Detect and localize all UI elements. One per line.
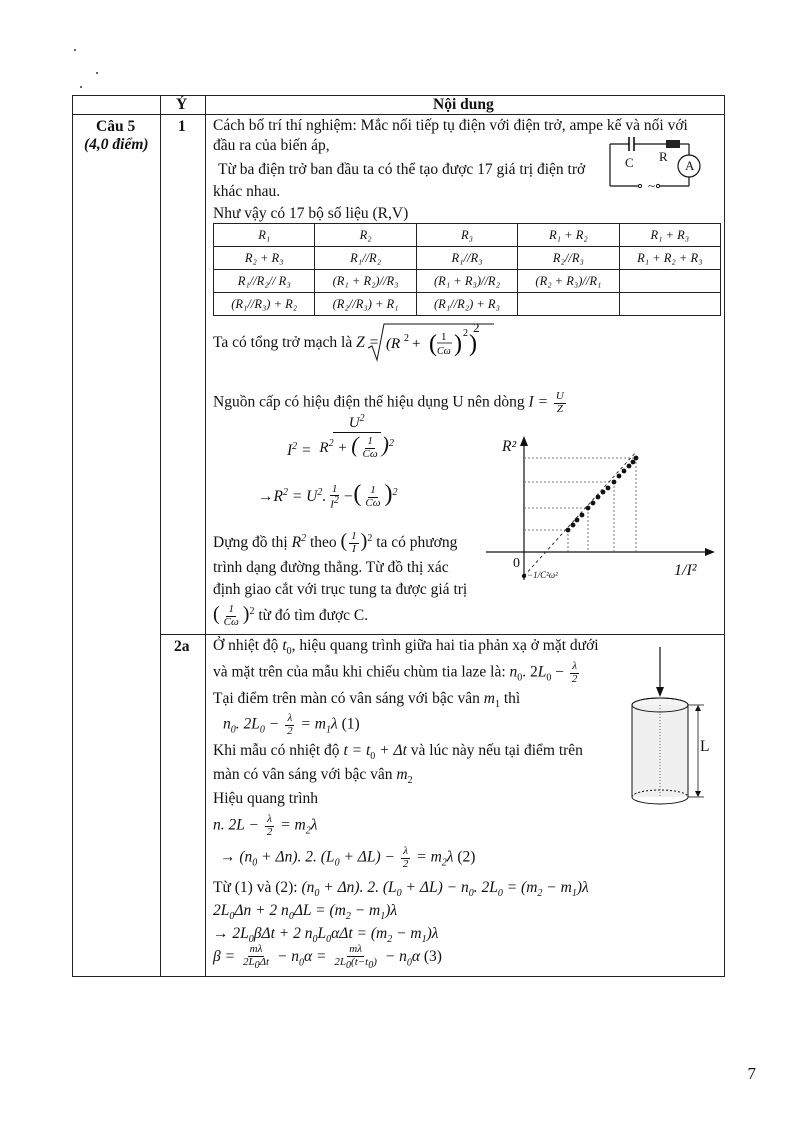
part2a-equation-2: → $(n_0 + \Delta n)$. 2. $(L_0 + \Delta L)$ − $\frac{\lambda}{2}$ = $m_2\lambda$ (2) (220, 845, 476, 870)
table-cell: R₁ (214, 224, 315, 247)
table-row-divider (160, 634, 725, 635)
table-row (214, 247, 721, 270)
cylinder-height-label: L (700, 738, 710, 755)
svg-text:): ) (454, 331, 462, 357)
svg-text:(: ( (429, 331, 437, 357)
table-cell: R₂//R₃ (518, 247, 619, 270)
table-cell: (R₁ + R₂)//R₃ (315, 270, 416, 293)
data-points (566, 456, 639, 533)
table-cell: R₁ + R₂ (518, 224, 619, 247)
table-cell: R₁//R₂ (315, 247, 416, 270)
circuit-a-label: A (685, 158, 695, 173)
part1-line3: Từ ba điện trở ban đầu ta có thể tạo được 17 giá trị điện trở (218, 161, 586, 178)
table-cell: (R₂//R₃) + R₁ (315, 293, 416, 316)
graph-x-label: 1/I² (674, 562, 697, 579)
header-col-content: Nội dung (433, 96, 494, 113)
equation-r-squared: $\to R^2 = U^2$. $\frac{1}{I^2}$ −( $\frac{1}{C\omega}$ )$^2$ (258, 481, 398, 511)
table-cell: R₃ (416, 224, 517, 247)
table-top-border (72, 95, 725, 96)
svg-text:): ) (469, 331, 477, 357)
table-row (214, 224, 721, 247)
scan-speck (96, 72, 98, 74)
scan-speck (80, 86, 82, 88)
question-label: Câu 5 (96, 118, 136, 135)
part2a-equation-expanded: $2L_0\Delta n + 2$ $n_0\Delta L = (m_2 - m_1)\lambda$ (213, 902, 398, 923)
impedance-formula: Z = (356, 334, 380, 351)
part2a-equation-1: $n_0$. $2L_0$ − $\frac{\lambda}{2}$ = $m_1\lambda$ (1) (223, 712, 360, 737)
question-points: (4,0 điểm) (84, 136, 149, 153)
circuit-c-label: C (625, 155, 634, 170)
svg-text:(R: (R (386, 336, 401, 352)
table-cell: (R₁//R₂) + R₃ (416, 293, 517, 316)
header-col-y: Ý (176, 96, 188, 113)
resistor-icon (666, 140, 680, 148)
graph-origin-label: 0 (513, 556, 520, 571)
part-2a-index: 2a (174, 638, 190, 655)
table-cell: R₁//R₃ (416, 247, 517, 270)
part1-line5: Như vậy có 17 bộ số liệu (R,V) (213, 205, 409, 222)
part2a-line2: và mặt trên của mẫu khi chiếu chùm tia laze là: $n_0$. $2L_0$ − $\frac{\lambda}{2}$ (213, 660, 578, 685)
equation-i-squared: $I^2$ = $U^2$ $R^2$ + ( $\frac{1}{C\omega}$ )$^2$ (287, 413, 394, 460)
table-col-divider-2 (205, 95, 206, 976)
intercept-point (522, 574, 526, 578)
part2a-line7: Hiệu quang trình (213, 790, 319, 807)
graph-intercept-label: −1/C²ω² (527, 570, 558, 580)
impedance-text: Ta có tổng trở mạch là Z = (213, 334, 380, 351)
plot-text-line4: ( $\frac{1}{C\omega}$ )$^2$ từ đó tìm được C. (213, 603, 369, 628)
part2a-line3: Tại điểm trên màn có vân sáng với bậc vân $m_1$ thì (213, 690, 521, 711)
y-axis-arrow-icon (520, 436, 528, 446)
part2a-line1: Ở nhiệt độ $t_0$, hiệu quang trình giữa hai tia phản xạ ở mặt dưới (213, 637, 599, 658)
part1-line2: đầu ra của biến áp, (213, 137, 330, 154)
svg-text:Cω: Cω (437, 346, 451, 357)
circuit-r-label: R (659, 149, 668, 164)
table-cell (619, 293, 720, 316)
table-cell: (R₂ + R₃)//R₁ (518, 270, 619, 293)
svg-text:2: 2 (463, 328, 468, 339)
table-row (214, 270, 721, 293)
part1-line1: Cách bố trí thí nghiệm: Mắc nối tiếp tụ điện với điện trở, ampe kế và nối với (213, 117, 688, 134)
page-number: 7 (747, 1064, 756, 1083)
table-header-divider (72, 114, 725, 115)
part2a-equation-3: β = $\frac{m\lambda}{2L_0\Delta t}$ − $n_0\alpha$ = $\frac{m\lambda}{2L_0(t-t_0)}$ − $n_0\alpha$ (3) (213, 943, 442, 971)
plot-text-line1: Dựng đồ thị $R^2$ theo ( $\frac{1}{I}$ )$^2$ ta có phương (213, 530, 458, 555)
svg-text:1: 1 (441, 331, 447, 343)
table-left-border (72, 95, 73, 976)
x-axis-arrow-icon (705, 548, 715, 556)
table-cell: R₁ + R₂ + R₃ (619, 247, 720, 270)
cylinder-sample-diagram (628, 645, 720, 810)
laser-arrow-icon (656, 687, 664, 697)
scan-speck (74, 49, 76, 51)
graph-y-label: R² (502, 438, 517, 455)
table-cell: R₁ + R₃ (619, 224, 720, 247)
circuit-source-label: ~ (648, 178, 656, 193)
current-text: Nguồn cấp có hiệu điện thế hiệu dụng U nên dòng I = $\frac{U}{Z}$ (213, 390, 564, 415)
table-cell: R₂ + R₃ (214, 247, 315, 270)
table-right-border (724, 95, 725, 976)
part-1-index: 1 (178, 118, 186, 135)
table-cell: (R₁ + R₃)//R₂ (416, 270, 517, 293)
svg-text:+: + (412, 336, 421, 352)
table-col-divider-1 (160, 95, 161, 976)
part2a-equation-substituted: → $2L_0\beta\Delta t + 2$ $n_0L_0\alpha\Delta t = (m_2 - m_1)\lambda$ (213, 925, 439, 946)
plot-text-line3: định giao cắt với trục tung ta được giá trị (213, 581, 468, 598)
table-cell: (R₁//R₃) + R₂ (214, 293, 315, 316)
part1-line4: khác nhau. (213, 183, 281, 200)
table-cell: R₁//R₂// R₃ (214, 270, 315, 293)
svg-text:2: 2 (404, 333, 409, 344)
table-bottom-border (72, 976, 725, 977)
part2a-equation-path-diff: n. 2L − $\frac{\lambda}{2}$ = $m_2\lambda$ (213, 813, 318, 838)
part2a-line5: Khi mẫu có nhiệt độ $t = t_0 + \Delta t$ và lúc này nếu tại điểm trên (213, 742, 583, 763)
part2a-line6: màn có vân sáng với bậc vân $m_2$ (213, 766, 413, 787)
table-cell: R₂ (315, 224, 416, 247)
table-cell (619, 270, 720, 293)
table-row (214, 293, 721, 316)
part2a-line10: Từ (1) và (2): $(n_0 + \Delta n)$. 2. $(L_0 + \Delta L) - n_0$. $2L_0 = (m_2 - m_1)\lambda$ (213, 879, 589, 900)
circuit-diagram (600, 136, 715, 196)
plot-text-line2: trình dạng đường thẳng. Từ đồ thị xác (213, 559, 449, 576)
table-cell (518, 293, 619, 316)
resistor-combinations-table (213, 223, 721, 316)
